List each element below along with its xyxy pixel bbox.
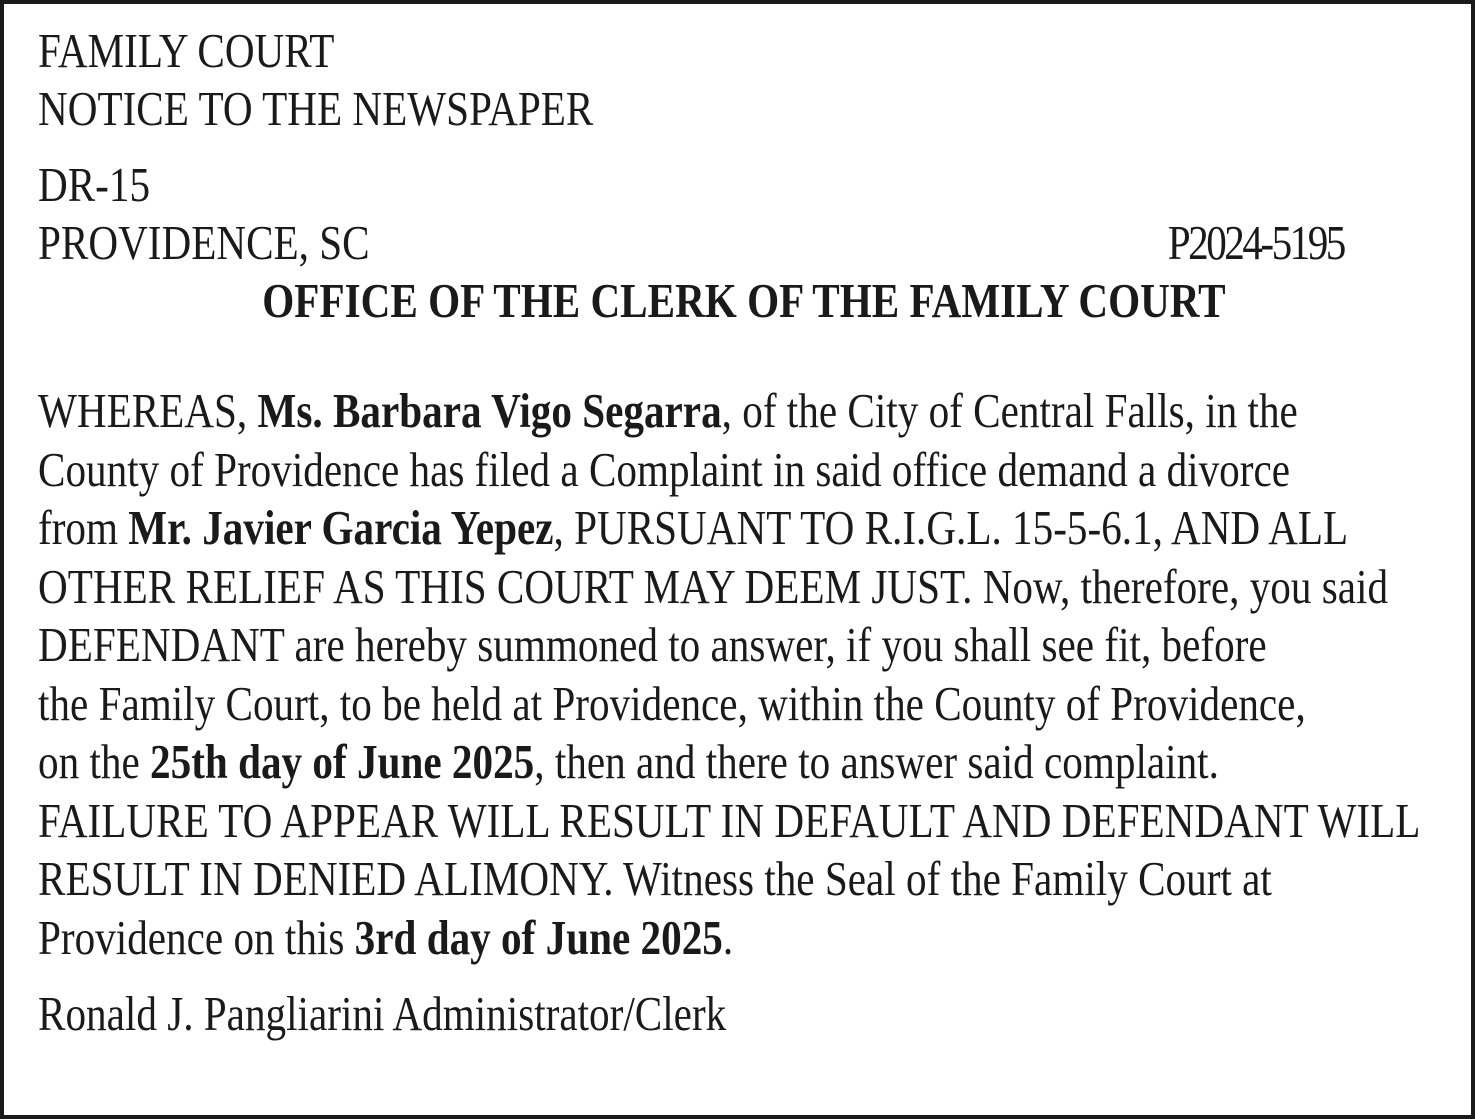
location: PROVIDENCE, SC [38,215,370,270]
body-text: , of the City of Central Falls, in the [721,383,1298,438]
body-text: , then and there to answer said complaint. [534,734,1219,789]
body-line: the Family Court, to be held at Providence, within the County of Providence, [38,675,1306,731]
issue-date: 3rd day of June 2025 [354,909,723,965]
body-line [38,499,1349,558]
plaintiff-name: Ms. Barbara Vigo Segarra [257,383,722,438]
defendant-name: Mr. Javier Garcia Yepez [128,500,554,555]
body-line: DEFENDANT are hereby summoned to answer, if you shall see fit, before [38,617,1267,672]
notice-title: NOTICE TO THE NEWSPAPER [38,81,594,136]
body-text: from [38,500,129,555]
hearing-date: 25th day of June 2025 [150,734,535,789]
location-row [38,214,1344,272]
case-number: P2024-5195 [1167,215,1344,270]
notice-body [38,382,1421,967]
body-line: RESULT IN DENIED ALIMONY. Witness the Seal of the Family Court at [38,851,1272,906]
body-line [38,733,1231,792]
body-line [38,909,1231,968]
body-text: WHEREAS, [38,383,258,438]
body-line [38,382,1298,441]
body-line: FAILURE TO APPEAR WILL RESULT IN DEFAULT AND DEFENDANT WILL [38,792,1421,848]
clerk-signature: Ronald J. Pangliarini Administrator/Clerk [38,986,727,1041]
body-line: County of Providence has filed a Complaint in said office demand a divorce [38,441,1291,497]
notice-content [38,22,1421,1043]
court-name: FAMILY COURT [38,23,335,78]
body-line: OTHER RELIEF AS THIS COURT MAY DEEM JUST. Now, therefore, you said [38,558,1389,614]
body-text: Providence on this [38,909,355,965]
body-text: . [722,909,734,965]
form-code: DR-15 [38,157,151,212]
office-heading: OFFICE OF THE CLERK OF THE FAMILY COURT [262,273,1226,328]
body-text: , PURSUANT TO R.I.G.L. 15-5-6.1, AND ALL [553,500,1349,555]
body-text: on the [38,734,151,789]
